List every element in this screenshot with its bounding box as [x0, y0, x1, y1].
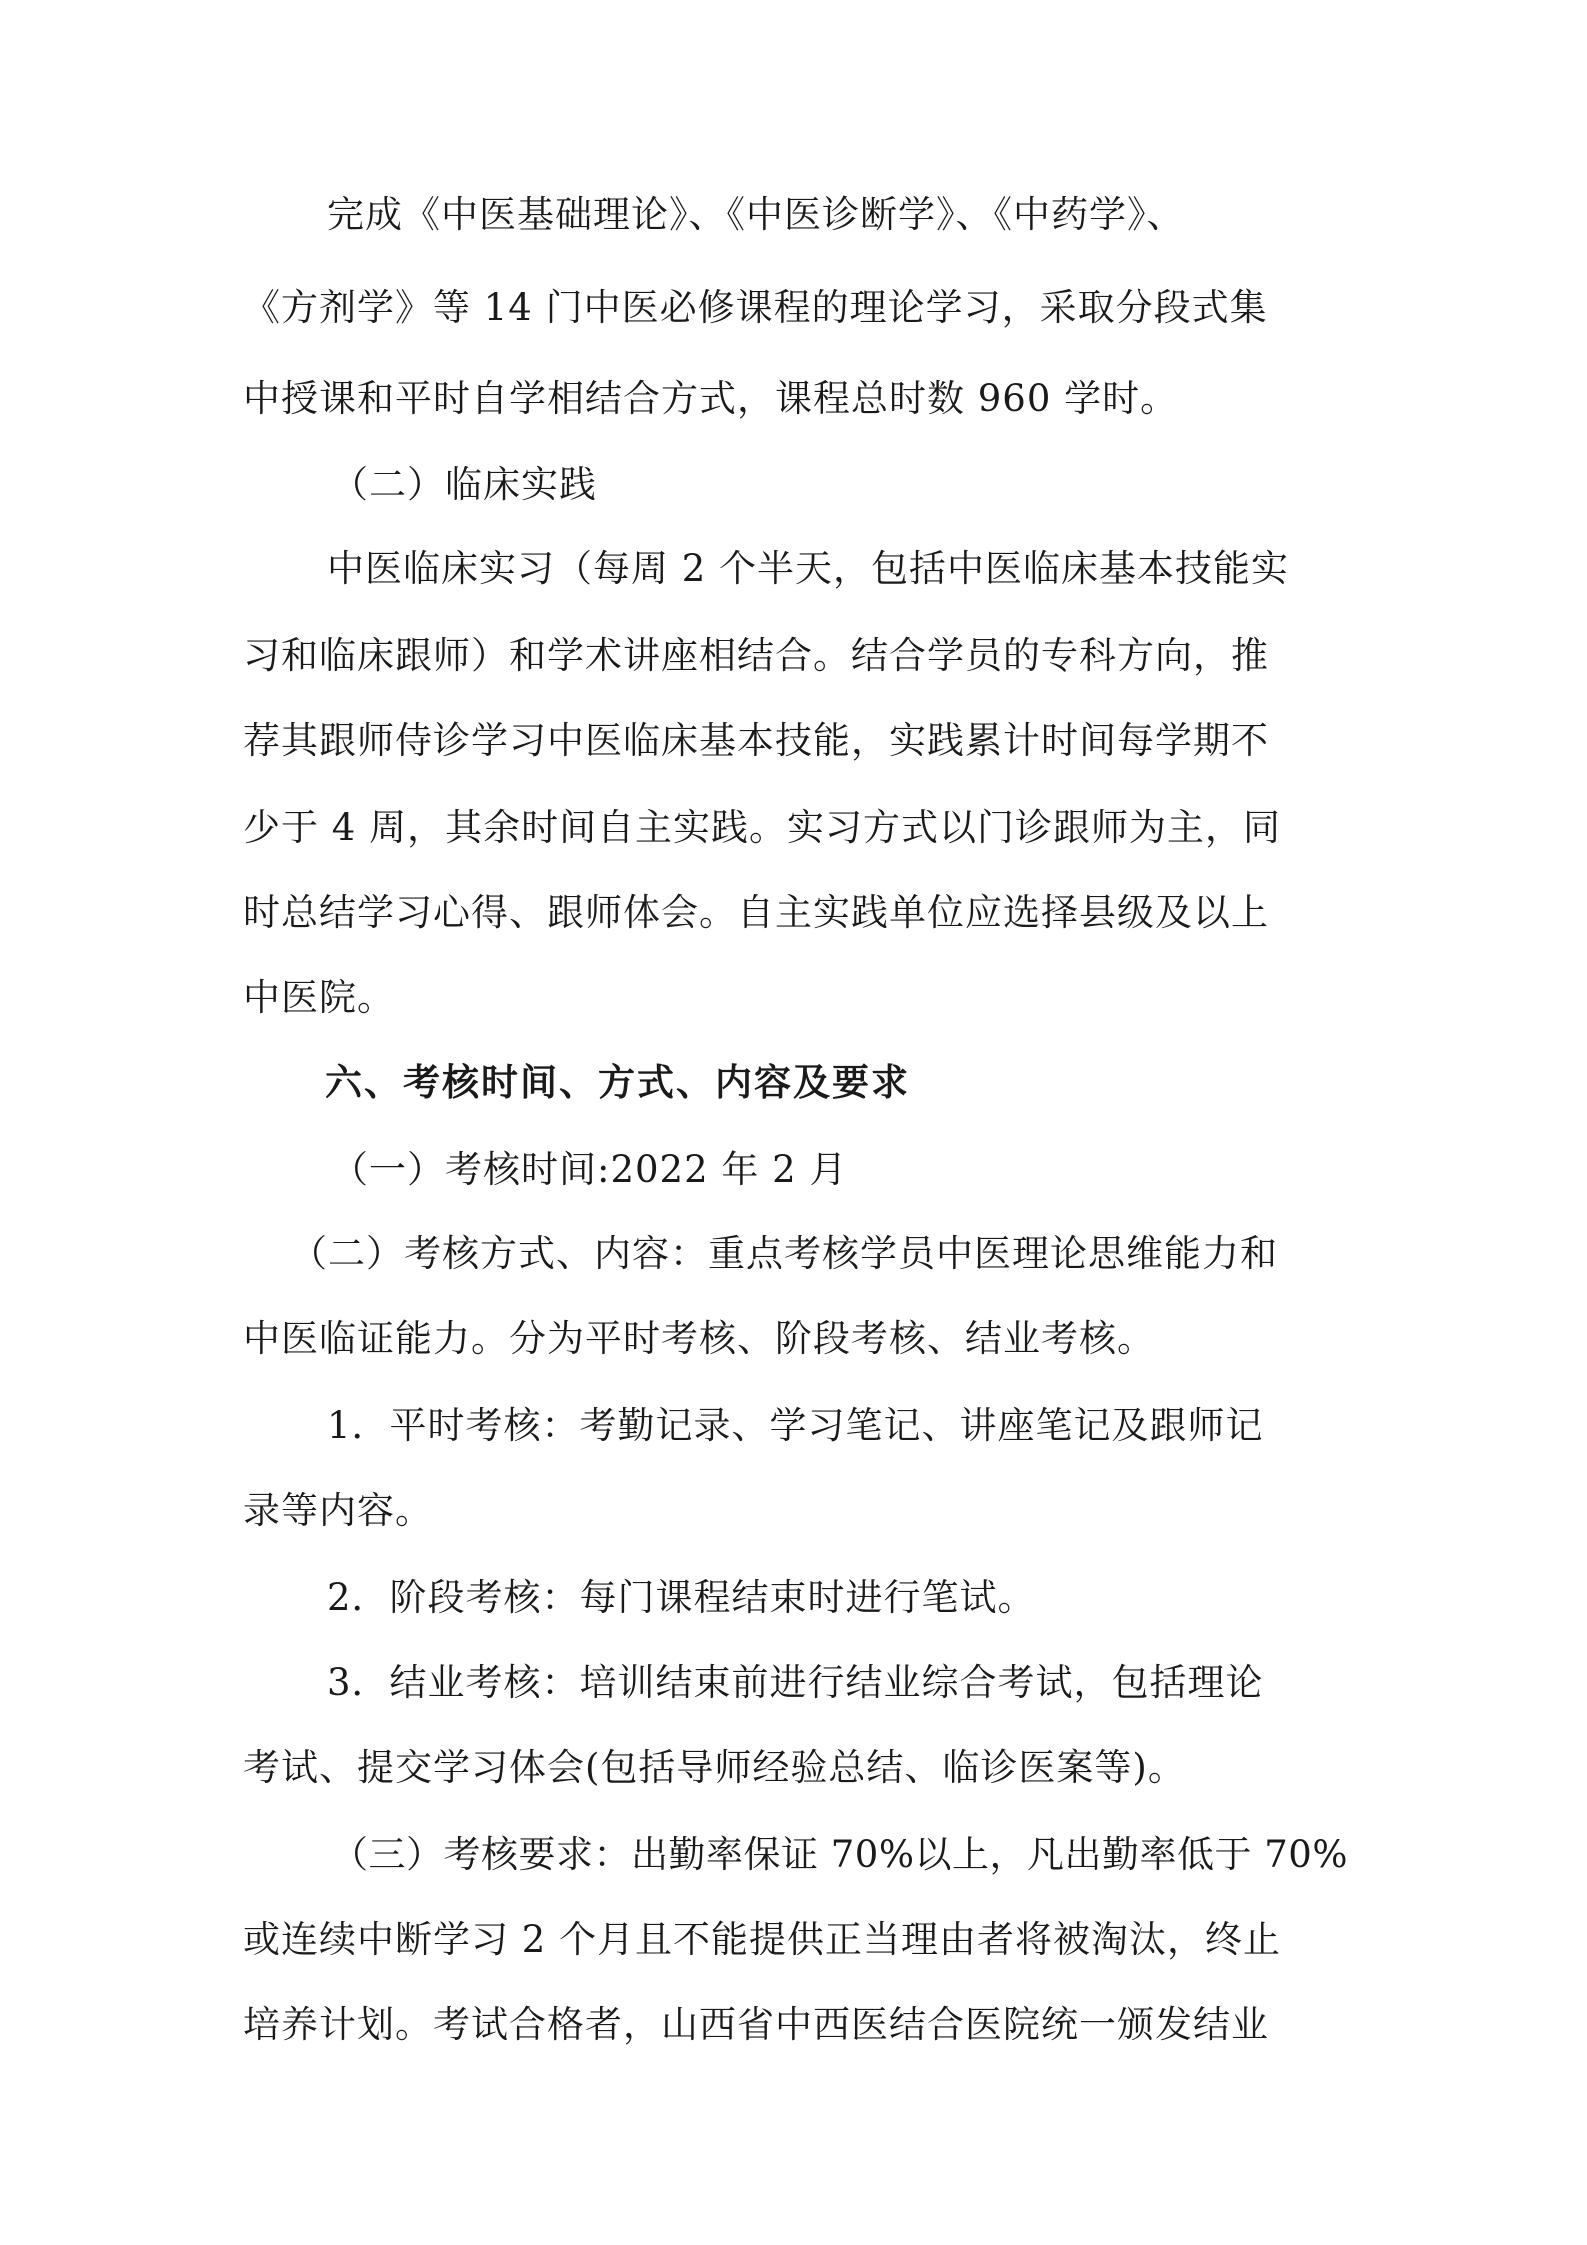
paragraph-3-line-5: 时总结学习心得、跟师体会。自主实践单位应选择县级及以上 [243, 891, 1269, 934]
paragraph-3-line-2: 习和临床跟师）和学术讲座相结合。结合学员的专科方向，推 [243, 634, 1269, 677]
paragraph-1-line-3: 中授课和平时自学相结合方式，课程总时数 960 学时。 [243, 377, 1179, 420]
paragraph-3-line-1: 中医临床实习（每周 2 个半天，包括中医临床基本技能实 [327, 547, 1290, 590]
paragraph-3-line-3: 荐其跟师侍诊学习中医临床基本技能，实践累计时间每学期不 [243, 719, 1269, 762]
paragraph-3-line-6: 中医院。 [243, 976, 395, 1019]
final-assessment-line-2: 考试、提交学习体会(包括导师经验总结、临诊医案等)。 [243, 1746, 1186, 1789]
assessment-time: （一）考核时间:2022 年 2 月 [331, 1148, 848, 1191]
paragraph-1-line-1: 完成《中医基础理论》、《中医诊断学》、《中药学》、 [327, 193, 1185, 236]
assessment-requirements-line-2: 或连续中断学习 2 个月且不能提供正当理由者将被淘汰，终止 [243, 1918, 1282, 1961]
assessment-requirements-line-1: （三）考核要求：出勤率保证 70%以上，凡出勤率低于 70% [331, 1833, 1348, 1876]
paragraph-3-line-4: 少于 4 周，其余时间自主实践。实习方式以门诊跟师为主，同 [243, 806, 1282, 849]
assessment-method-line-1: （二）考核方式、内容：重点考核学员中医理论思维能力和 [290, 1232, 1278, 1275]
routine-assessment-line-1: 1．平时考核：考勤记录、学习笔记、讲座笔记及跟师记 [327, 1404, 1264, 1447]
paragraph-1-line-2: 《方剂学》等 14 门中医必修课程的理论学习，采取分段式集 [243, 286, 1268, 329]
section-heading-assessment: 六、考核时间、方式、内容及要求 [325, 1061, 910, 1104]
stage-assessment: 2．阶段考核：每门课程结束时进行笔试。 [327, 1576, 1036, 1619]
assessment-method-line-2: 中医临证能力。分为平时考核、阶段考核、结业考核。 [243, 1317, 1155, 1360]
assessment-requirements-line-3: 培养计划。考试合格者，山西省中西医结合医院统一颁发结业 [243, 2003, 1269, 2046]
section-subheading-clinical-practice: （二）临床实践 [331, 463, 597, 506]
routine-assessment-line-2: 录等内容。 [243, 1489, 433, 1532]
final-assessment-line-1: 3．结业考核：培训结束前进行结业综合考试，包括理论 [327, 1661, 1264, 1704]
